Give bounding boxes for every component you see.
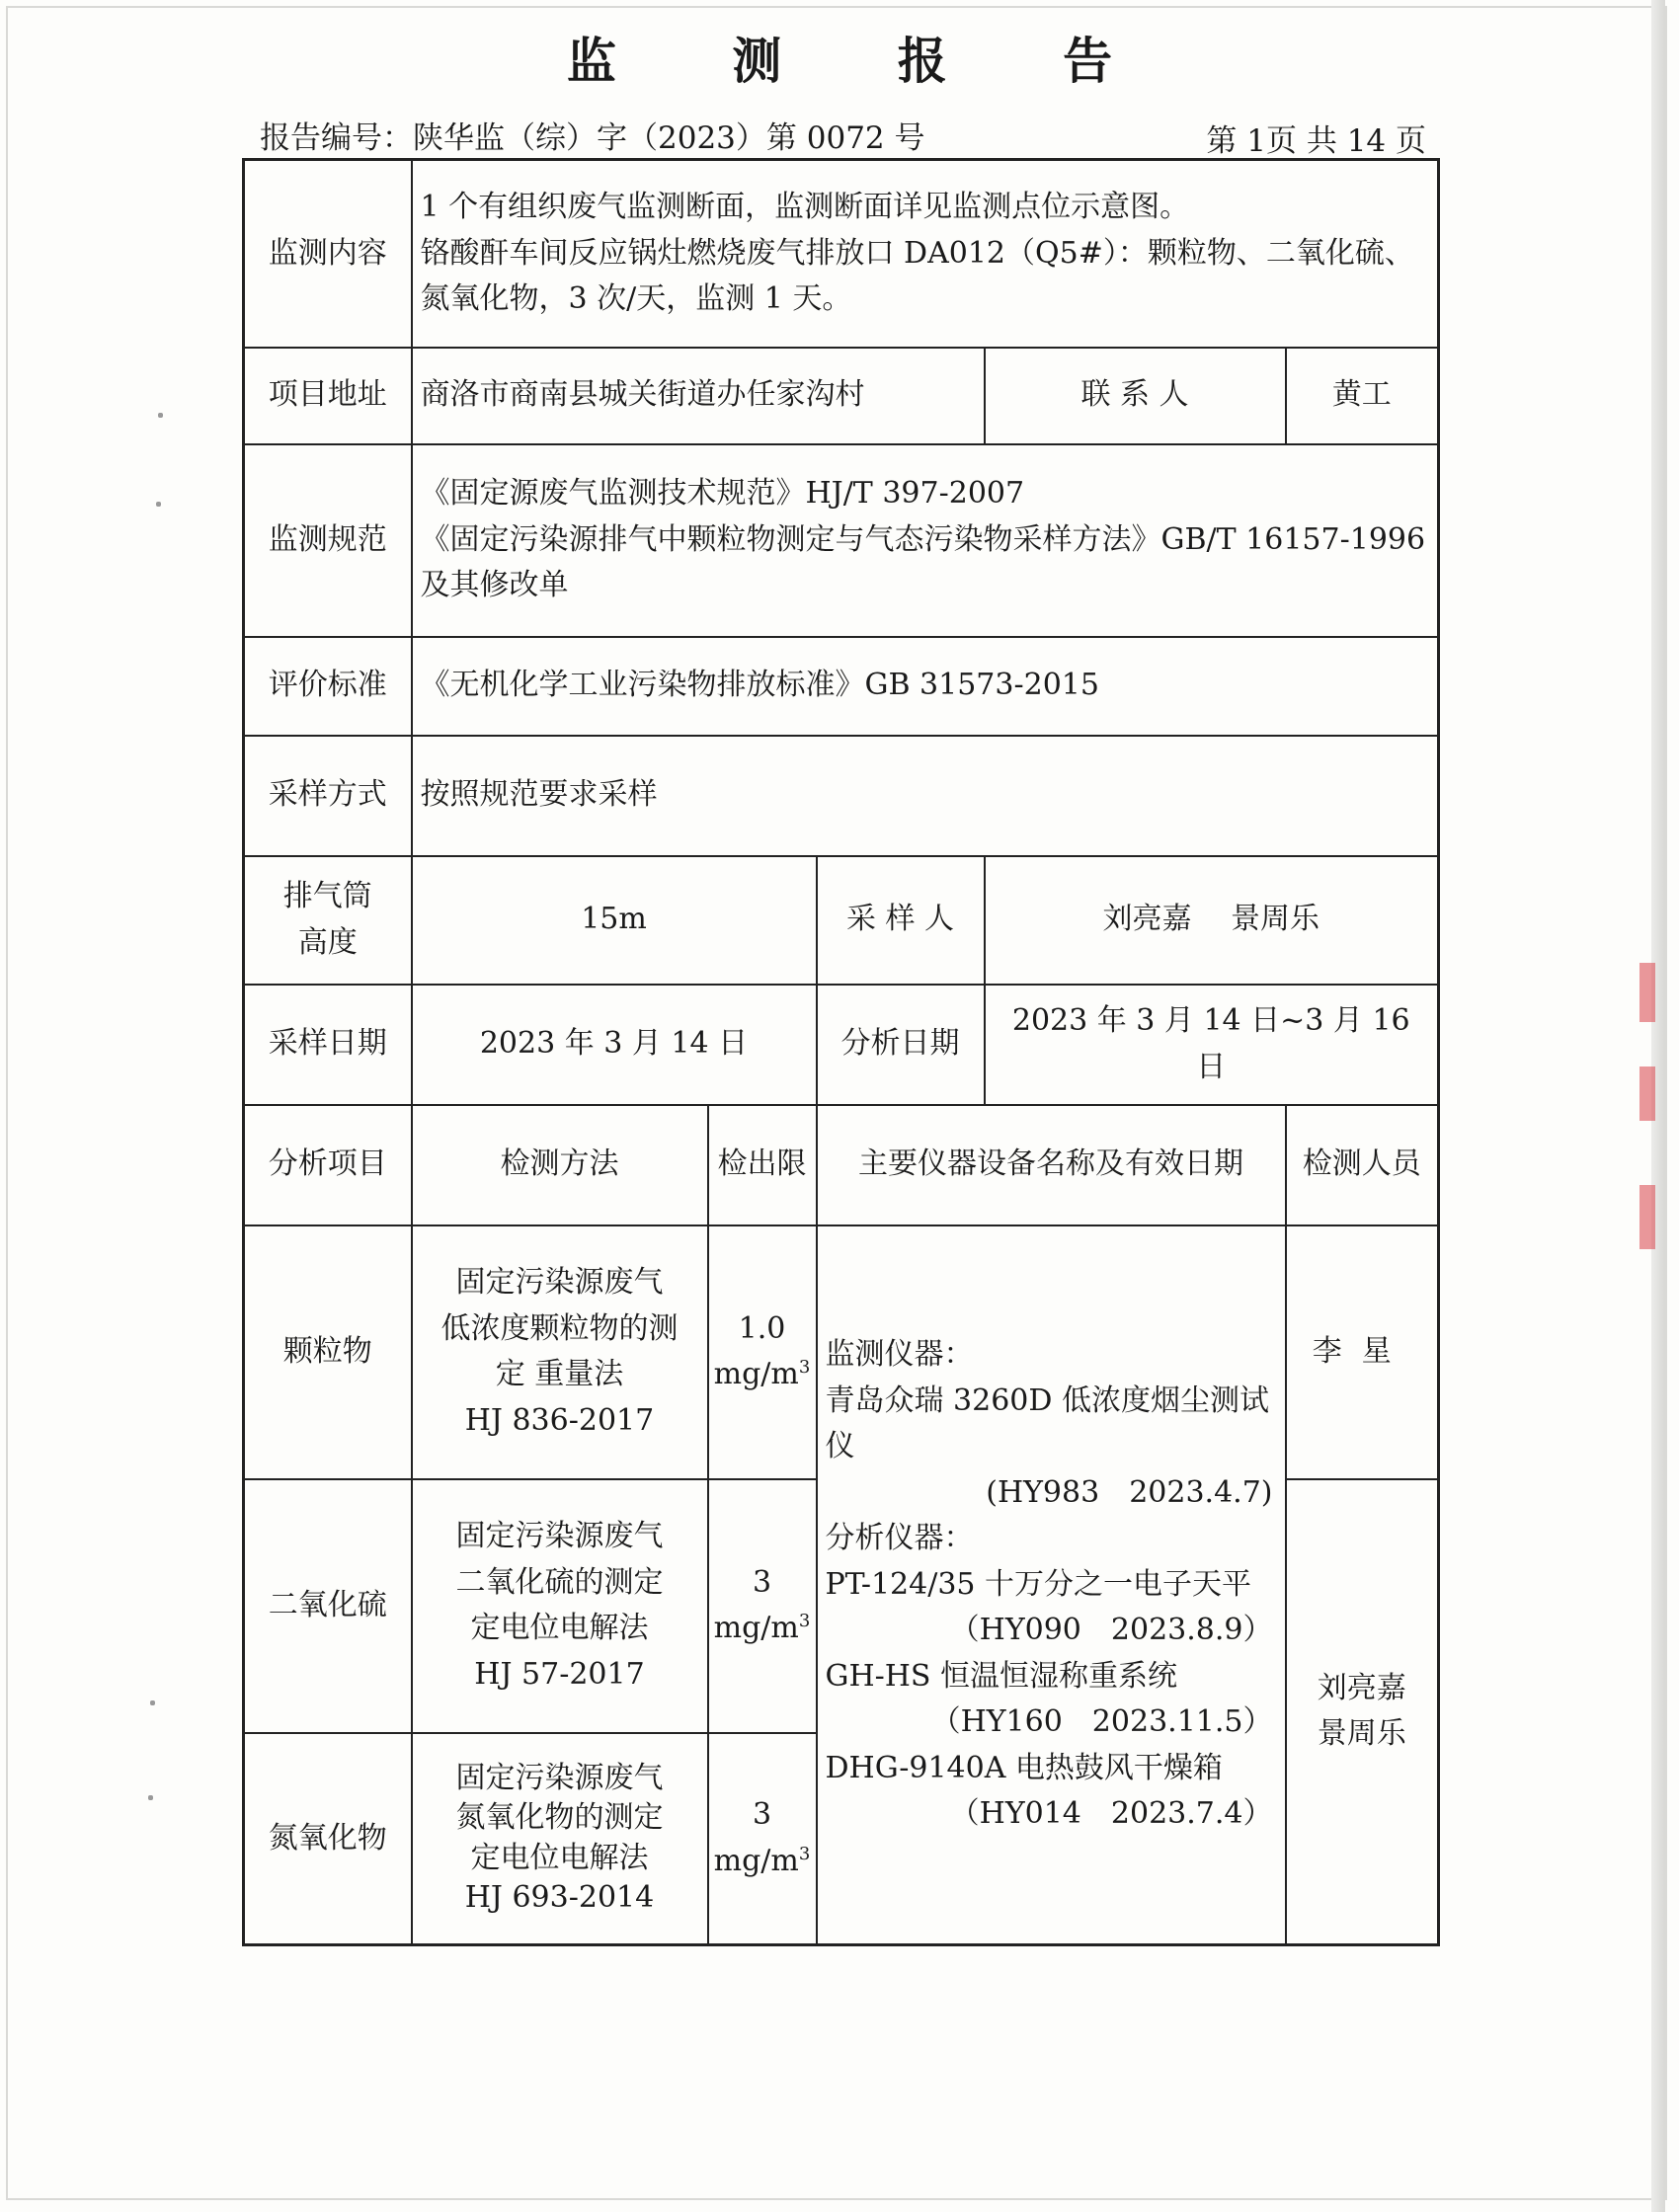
scan-speck — [158, 413, 163, 418]
stack-label-line: 排气筒 — [282, 879, 372, 913]
equipment-cell — [817, 1225, 1286, 1945]
method-line: 定电位电解法 — [470, 1840, 649, 1875]
limit-unit: $mg/m^3$ — [713, 1611, 811, 1645]
scan-speck — [148, 1795, 153, 1800]
personnel-name: 刘亮嘉 — [1317, 1670, 1406, 1705]
standard-value: 《无机化学工业污染物排放标准》GB 31573-2015 — [412, 637, 1439, 736]
address-label: 项目地址 — [244, 348, 412, 444]
method-line: 固定污染源废气 — [455, 1519, 664, 1553]
contact-label: 联 系 人 — [985, 348, 1286, 444]
content-line: 氮氧化物，3 次/天，监测 1 天。 — [420, 281, 852, 316]
scan-speck — [150, 1700, 155, 1705]
norm-line: 及其修改单 — [420, 568, 569, 603]
seal-edge-mark — [1639, 1185, 1655, 1249]
sampling-method-value: 按照规范要求采样 — [412, 736, 1439, 856]
sampler-value: 刘亮嘉 景周乐 — [985, 856, 1439, 985]
item-limit — [708, 1479, 817, 1733]
sample-date-value: 2023 年 3 月 14 日 — [412, 985, 817, 1105]
item-name: 氮氧化物 — [244, 1733, 412, 1945]
monitor-id: (HY983 2023.4.7) — [986, 1474, 1273, 1510]
analysis-header-row — [244, 1105, 1439, 1225]
col-header-limit: 检出限 — [708, 1105, 817, 1225]
norm-label: 监测规范 — [244, 444, 412, 637]
contact-value: 黄工 — [1286, 348, 1439, 444]
method-line: 二氧化硫的测定 — [455, 1564, 664, 1600]
row-sampling-method — [244, 736, 1439, 856]
stack-height-label — [244, 856, 412, 985]
sampling-method-label: 采样方式 — [244, 736, 412, 856]
col-header-equipment: 主要仪器设备名称及有效日期 — [817, 1105, 1286, 1225]
instrument-name: DHG-9140A 电热鼓风干燥箱 — [825, 1750, 1223, 1785]
content-line: 铬酸酐车间反应锅灶燃烧废气排放口 DA012（Q5#）：颗粒物、二氧化硫、 — [420, 235, 1414, 271]
method-line: 固定污染源废气 — [455, 1760, 664, 1795]
sample-date-label: 采样日期 — [244, 985, 412, 1105]
standard-label: 评价标准 — [244, 637, 412, 736]
norm-line: 《固定污染源排气中颗粒物测定与气态污染物采样方法》GB/T 16157-1996 — [420, 521, 1426, 557]
method-line: HJ 836-2017 — [464, 1402, 655, 1438]
item-name: 二氧化硫 — [244, 1479, 412, 1733]
monitor-title: 监测仪器： — [825, 1337, 974, 1372]
content-line: 1 个有组织废气监测断面，监测断面详见监测点位示意图。 — [420, 190, 1190, 224]
limit-unit: $mg/m^3$ — [713, 1843, 811, 1878]
content-label: 监测内容 — [244, 160, 412, 348]
seal-edge-mark — [1639, 1066, 1655, 1121]
personnel-1: 李星 — [1286, 1225, 1439, 1479]
method-line: 定 重量法 — [495, 1357, 624, 1391]
content-value — [412, 160, 1439, 348]
report-title: 监 测 报 告 — [566, 32, 1162, 90]
stack-height-value: 15m — [412, 856, 817, 985]
row-standard — [244, 637, 1439, 736]
method-line: 定电位电解法 — [470, 1611, 649, 1645]
item-method — [412, 1225, 708, 1479]
item-method — [412, 1733, 708, 1945]
item-name: 颗粒物 — [244, 1225, 412, 1479]
report-table — [242, 158, 1440, 1946]
row-norm — [244, 444, 1439, 637]
instrument-id: （HY014 2023.7.4） — [949, 1796, 1273, 1831]
limit-value: 1.0 — [738, 1310, 786, 1346]
row-dates — [244, 985, 1439, 1105]
seal-edge-mark — [1639, 963, 1655, 1022]
method-line: 氮氧化物的测定 — [455, 1800, 664, 1836]
monitor-name: 青岛众瑞 3260D 低浓度烟尘测试仪 — [825, 1382, 1269, 1463]
analysis-row — [244, 1225, 1439, 1479]
analysis-date-value: 2023 年 3 月 14 日~3 月 16 日 — [985, 985, 1439, 1105]
instrument-id: （HY160 2023.11.5） — [930, 1704, 1273, 1739]
item-method — [412, 1479, 708, 1733]
personnel-name: 景周乐 — [1317, 1716, 1406, 1752]
norm-line: 《固定源废气监测技术规范》HJ/T 397-2007 — [420, 476, 1025, 512]
row-address — [244, 348, 1439, 444]
row-content — [244, 160, 1439, 348]
method-line: 低浓度颗粒物的测 — [440, 1310, 679, 1346]
col-header-item: 分析项目 — [244, 1105, 412, 1225]
limit-value: 3 — [752, 1564, 772, 1600]
limit-unit: $mg/m^3$ — [713, 1357, 811, 1391]
sampler-label: 采 样 人 — [817, 856, 985, 985]
norm-value — [412, 444, 1439, 637]
method-line: HJ 693-2014 — [464, 1880, 655, 1916]
item-limit — [708, 1225, 817, 1479]
instrument-name: PT-124/35 十万分之一电子天平 — [825, 1566, 1252, 1602]
address-value: 商洛市商南县城关街道办任家沟村 — [412, 348, 985, 444]
col-header-method: 检测方法 — [412, 1105, 708, 1225]
item-limit — [708, 1733, 817, 1945]
row-stack — [244, 856, 1439, 985]
report-number: 报告编号：陕华监（综）字（2023）第 0072 号 — [260, 120, 925, 156]
instrument-id: （HY090 2023.8.9） — [949, 1613, 1273, 1647]
limit-value: 3 — [752, 1797, 772, 1833]
page-indicator: 第 1页 共 14 页 — [1206, 123, 1426, 159]
stack-label-line: 高度 — [297, 924, 358, 960]
method-line: HJ 57-2017 — [474, 1656, 645, 1692]
scan-speck — [156, 502, 161, 507]
analysis-date-label: 分析日期 — [817, 985, 985, 1105]
personnel-2 — [1286, 1479, 1439, 1945]
instrument-name: GH-HS 恒温恒湿称重系统 — [825, 1658, 1178, 1694]
method-line: 固定污染源废气 — [455, 1265, 664, 1300]
col-header-personnel: 检测人员 — [1286, 1105, 1439, 1225]
analysis-instruments-title: 分析仪器： — [825, 1521, 974, 1555]
